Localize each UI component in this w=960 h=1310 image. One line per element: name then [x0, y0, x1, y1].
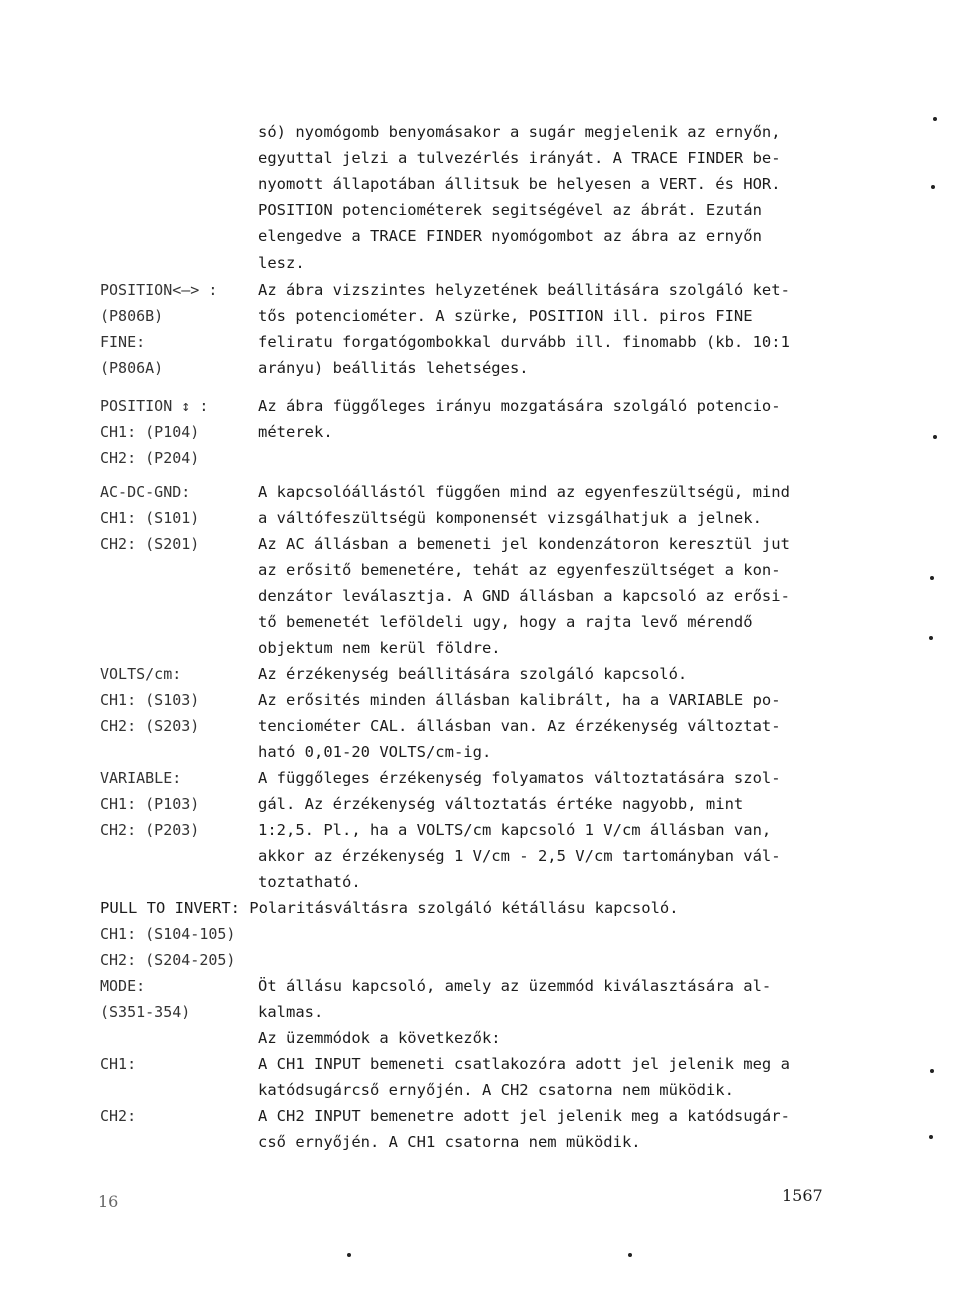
intro-line: lesz.	[258, 254, 305, 272]
section-label-variable: VARIABLE:	[100, 769, 182, 787]
section-text-line: tő bemenetét leföldeli ugy, hogy a rajta levő mérendő	[258, 613, 753, 631]
section-text-line: kalmas.	[258, 1003, 324, 1021]
section-text-line: ható 0,01-20 VOLTS/cm-ig.	[258, 743, 492, 761]
section-label-code: CH2: (S203)	[100, 717, 200, 735]
intro-line: nyomott állapotában állitsuk be helyesen a VERT. és HOR.	[258, 175, 781, 193]
intro-line: egyuttal jelzi a tulvezérlés irányát. A TRACE FINDER be-	[258, 149, 781, 167]
section-label-position-vertical: POSITION ↕ :	[100, 397, 209, 415]
intro-line: elengedve a TRACE FINDER nyomógombot az ábra az ernyőn	[258, 227, 762, 245]
section-text-line: Az ábra függőleges irányu mozgatására szolgáló potencio-	[258, 397, 781, 415]
section-text-line: feliratu forgatógombokkal durvább ill. finomabb (kb. 10:1	[258, 333, 790, 351]
page-left-mark: 16	[98, 1192, 119, 1211]
section-label-code: CH1: (P103)	[100, 795, 200, 813]
section-text-line: 1:2,5. Pl., ha a VOLTS/cm kapcsoló 1 V/cm állásban van,	[258, 821, 772, 839]
scan-speck	[929, 1135, 933, 1139]
section-label-code: CH1: (S103)	[100, 691, 200, 709]
section-text-line: méterek.	[258, 423, 333, 441]
section-label-code: CH2: (S204-205)	[100, 951, 236, 969]
section-text-line: objektum nem kerül földre.	[258, 639, 501, 657]
section-label-code: CH2: (S201)	[100, 535, 200, 553]
section-label-volts-cm: VOLTS/cm:	[100, 665, 182, 683]
section-text-line: Öt állásu kapcsoló, amely az üzemmód kiválasztására al-	[258, 977, 772, 995]
section-text-line: tenciométer CAL. állásban van. Az érzékenység változtat-	[258, 717, 781, 735]
section-label-code: CH2: (P204)	[100, 449, 200, 467]
section-label-code: (P806A)	[100, 359, 164, 377]
section-text-line: A kapcsolóállástól függően mind az egyenfeszültségü, mind	[258, 483, 790, 501]
section-text-line: toztatható.	[258, 873, 361, 891]
section-text-line: Az érzékenység beállitására szolgáló kapcsoló.	[258, 665, 688, 683]
section-text-line: tős potenciométer. A szürke, POSITION ill. piros FINE	[258, 307, 753, 325]
section-text-line: cső ernyőjén. A CH1 csatorna nem müködik.	[258, 1133, 641, 1151]
section-label-fine: FINE:	[100, 333, 146, 351]
scan-speck	[933, 117, 937, 121]
mode-label-ch2: CH2:	[100, 1107, 137, 1125]
pull-to-invert-line: PULL TO INVERT: Polaritásváltásra szolgáló kétállásu kapcsoló.	[100, 899, 679, 917]
section-text-line: denzátor leválasztja. A GND állásban a kapcsoló az erősi-	[258, 587, 790, 605]
scan-speck	[628, 1253, 632, 1257]
section-text-line: Az erősités minden állásban kalibrált, ha a VARIABLE po-	[258, 691, 781, 709]
scan-speck	[933, 435, 937, 439]
section-label-code: CH1: (S101)	[100, 509, 200, 527]
section-label-position-horizontal: POSITION<—> :	[100, 281, 218, 299]
scan-speck	[930, 576, 934, 580]
section-text-line: a váltófeszültségü komponensét vizsgálhatjuk a jelnek.	[258, 509, 762, 527]
section-text-line: Az üzemmódok a következők:	[258, 1029, 501, 1047]
section-text-line: Az AC állásban a bemeneti jel kondenzátoron keresztül jut	[258, 535, 790, 553]
section-text-line: Az ábra vizszintes helyzetének beállitására szolgáló ket-	[258, 281, 790, 299]
section-label-mode: MODE:	[100, 977, 146, 995]
intro-line: POSITION potenciométerek segitségével az ábrát. Ezután	[258, 201, 762, 219]
intro-line: só) nyomógomb benyomásakor a sugár megjelenik az ernyőn,	[258, 123, 781, 141]
section-text-line: akkor az érzékenység 1 V/cm - 2,5 V/cm tartományban vál-	[258, 847, 781, 865]
scan-speck	[929, 636, 933, 640]
section-label-code: CH2: (P203)	[100, 821, 200, 839]
scan-speck	[931, 185, 935, 189]
section-label-code: (S351-354)	[100, 1003, 191, 1021]
section-label-code: CH1: (P104)	[100, 423, 200, 441]
section-text-line: A függőleges érzékenység folyamatos változtatására szol-	[258, 769, 781, 787]
scan-speck	[930, 1069, 934, 1073]
section-text-line: arányu) beállitás lehetséges.	[258, 359, 529, 377]
section-text-line: A CH1 INPUT bemeneti csatlakozóra adott jel jelenik meg a	[258, 1055, 790, 1073]
page-number: 1567	[782, 1186, 823, 1205]
section-text-line: katódsugárcső ernyőjén. A CH2 csatorna nem müködik.	[258, 1081, 734, 1099]
section-label-code: (P806B)	[100, 307, 164, 325]
mode-label-ch1: CH1:	[100, 1055, 137, 1073]
section-label-ac-dc-gnd: AC-DC-GND:	[100, 483, 191, 501]
section-text-line: gál. Az érzékenység változtatás értéke nagyobb, mint	[258, 795, 744, 813]
section-label-code: CH1: (S104-105)	[100, 925, 236, 943]
scan-speck	[347, 1253, 351, 1257]
section-text-line: A CH2 INPUT bemenetre adott jel jelenik meg a katódsugár-	[258, 1107, 790, 1125]
section-text-line: az erősitő bemenetére, tehát az egyenfeszültséget a kon-	[258, 561, 781, 579]
